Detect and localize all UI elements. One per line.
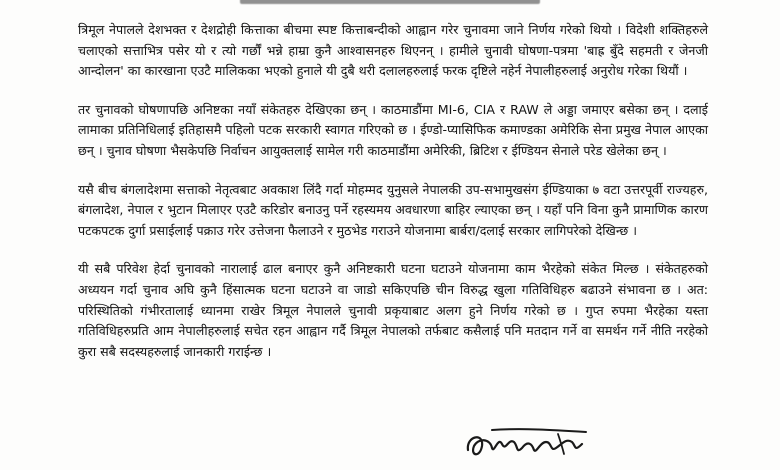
paragraph-4: यी सबै परिवेश हेर्दा चुनावको नारालाई ढाल बनाएर कुनै अनिष्टकारी घटना घटाउने योजनामा काम भैरहेको संकेत मिल्छ । संकेतहरुको अध्ययन गर्दा चुनाव अघि कुनै हिंसात्मक घटना घटाउने वा जाडो सकिएपछि चीन विरुद्ध खुला गतिविधिहरु बढाउने संभावना छ । अत: परिस्थितिको गंभीरतालाई ध्यानमा राखेर त्रिमूल नेपालले चुनावी प्रकृयाबाट अलग हुने निर्णय गरेको छ । गुप्त रुपमा भैरहेका यस्ता गतिविधिहरुप्रति आम नेपालीहरुलाई सचेत रहन आह्वान गर्दै त्रिमूल नेपालको तर्फबाट कसैलाई पनि मतदान गर्ने वा समर्थन गर्ने नीति नरहेको कुरा सबै सदस्यहरुलाई जानकारी गराईन्छ । (78, 261, 708, 359)
paragraph-2: तर चुनावको घोषणापछि अनिष्टका नयाँ संकेतहरु देखिएका छन् । काठमाडौंमा MI-6, CIA र RAW ले अड्डा जमाएर बसेका छन् । दलाई लामाका प्रतिनिधिलाई इतिहासमै पहिलो पटक सरकारी स्वागत गरिएको छ । ईण्डो-प्यासिफिक कमाण्डका अमेरिकि सेना प्रमुख नेपाल आएका छन् । चुनाव घोषणा भैसकेपछि निर्वाचन आयुक्तलाई सामेल गरी काठमाडौंमा अमेरिकी, ब्रिटिश र ईण्डियन सेनाले परेड खेलेका छन् । (78, 101, 708, 158)
handwritten-signature (462, 424, 592, 466)
paragraph-3: यसै बीच बंगलादेशमा सत्ताको नेतृत्वबाट अवकाश लिंदै गर्दा मोहम्मद युनुसले नेपालकी उप-सभामुखसंग ईण्डियाका ७ वटा उत्तरपूर्वी राज्यहरु, बंगलादेश, नेपाल र भुटान मिलाएर एउटै करिडोर बनाउनु पर्ने रहस्यमय अवधारणा बाहिर ल्याएका छन् । यहाँ पनि विना कुनै प्रामाणिक कारण पटकपटक दुर्गा प्रसाईलाई पक्राउ गरेर उत्तेजना फैलाउने र मुठभेड गराउने योजनामा बार्बरा/दलाई सरकार लागिपरेको देखिन्छ । (78, 181, 708, 238)
paragraph-1: त्रिमूल नेपालले देशभक्त र देशद्रोही कित्ताका बीचमा स्पष्ट कित्ताबन्दीको आह्वान गरेर चुनावमा जाने निर्णय गरेको थियो । विदेशी शक्तिहरुले चलाएको सत्ताभित्र पसेर यो र त्यो गर्छौं भन्ने हाम्रा कुनै आश्वासनहरु थिएनन् । हामीले चुनावी घोषणा-पत्रमा 'बाह्र बुँदे सहमती र जेनजी आन्दोलन' का कारखाना एउटै मालिकका भएको हुनाले यी दुबै थरी दलालहरुलाई फरक दृष्टिले नहेर्न नेपालीहरुलाई अनुरोध गरेका थियौं । (78, 22, 708, 79)
document-body (78, 20, 708, 380)
cropped-title-strip (240, 0, 540, 4)
